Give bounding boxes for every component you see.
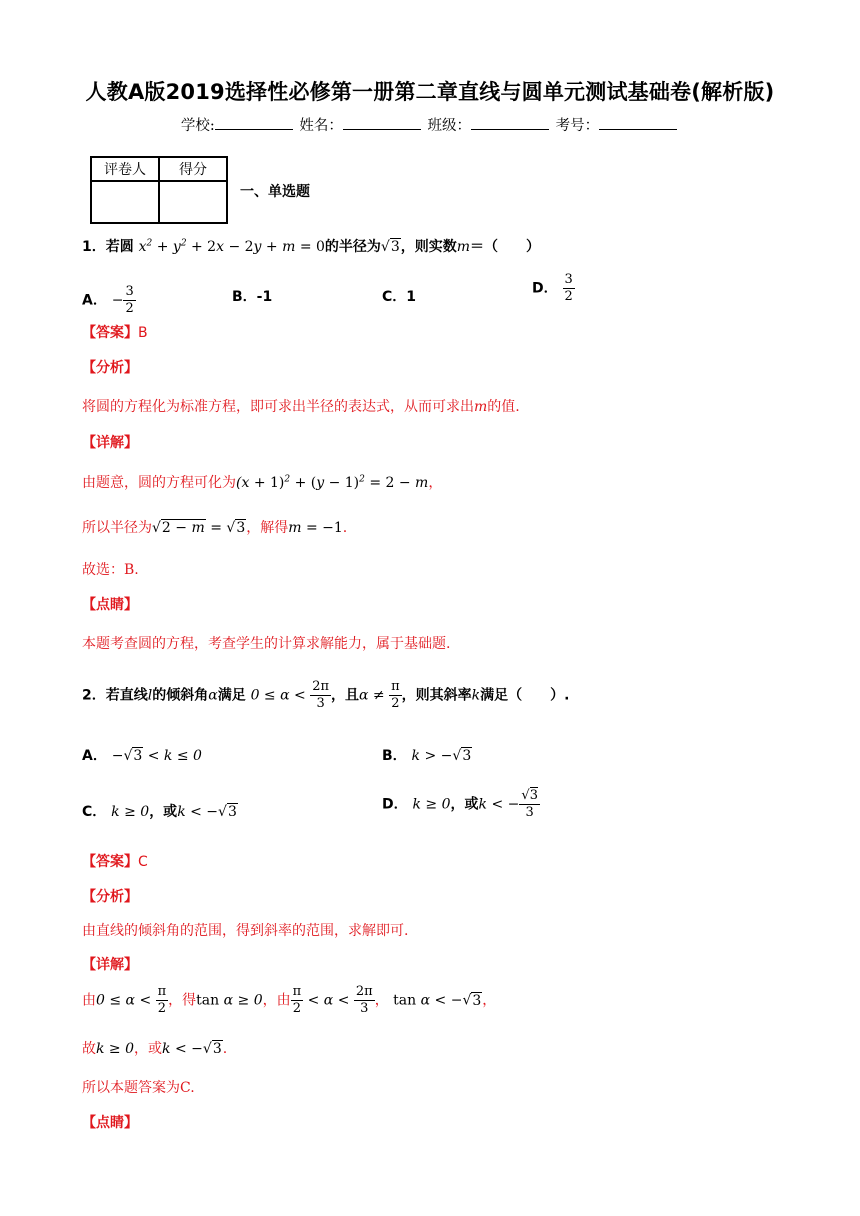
- detail-line-3: 所以本题答案为C.: [82, 1080, 195, 1096]
- analysis-tag: 【分析】: [82, 360, 138, 376]
- detail-tag: 【详解】: [82, 957, 138, 973]
- detail-line-2: 所以半径为√2 − m = √3，解得m = −1.: [82, 520, 348, 536]
- score-cell[interactable]: [159, 181, 227, 223]
- exam-no-label: 考号：: [555, 118, 600, 134]
- stem-text: ＝（ ）: [470, 239, 541, 255]
- radius-value: √3: [380, 239, 400, 255]
- stem-text: ，则实数: [400, 239, 457, 255]
- answer-line: 【答案】C: [82, 854, 148, 870]
- school-label: 学校:: [180, 118, 215, 134]
- option-c[interactable]: C．1: [382, 289, 417, 305]
- question-2-stem: 2．若直线l的倾斜角α满足 0 ≤ α < $\frac{2\pi}{3}$ ，且α ≠ $\frac{\pi}{2}$ ，则其斜率k满足（ ）.: [82, 679, 570, 711]
- section-title: 一、单选题: [240, 184, 310, 200]
- variable: m: [456, 239, 471, 255]
- stem-text: 若圆: [105, 239, 134, 255]
- option-a[interactable]: A． −√3 < k ≤ 0: [82, 748, 202, 764]
- score-header: 得分: [159, 157, 227, 181]
- question-1-stem: [82, 236, 540, 256]
- score-table: [90, 156, 228, 224]
- name-label: 姓名：: [299, 118, 343, 134]
- question-number: 1．: [82, 239, 106, 255]
- comment-text: 本题考查圆的方程，考查学生的计算求解能力，属于基础题.: [82, 636, 451, 652]
- answer-line: 【答案】B: [82, 325, 148, 341]
- detail-line-2: 故k ≥ 0，或k < −√3.: [82, 1041, 228, 1057]
- comment-tag: 【点睛】: [82, 1115, 138, 1131]
- option-d[interactable]: D． k ≥ 0，或k < − $\frac{√3}{3}$: [382, 788, 538, 820]
- grader-header: 评卷人: [91, 157, 159, 181]
- stem-text: 的半径为: [324, 239, 381, 255]
- detail-line-3: 故选：B.: [82, 562, 139, 578]
- detail-tag: 【详解】: [82, 435, 138, 451]
- class-field[interactable]: [471, 115, 549, 130]
- option-d[interactable]: D． $\frac{3}{2}$: [532, 272, 573, 304]
- detail-line-1: 由题意，圆的方程可化为$(x + 1)^2 + (y - 1)^2 = 2 - m$，: [82, 474, 443, 491]
- grader-cell[interactable]: [91, 181, 159, 223]
- name-field[interactable]: [343, 115, 421, 130]
- analysis-tag: 【分析】: [82, 889, 138, 905]
- school-field[interactable]: [215, 115, 293, 130]
- class-label: 班级：: [427, 118, 471, 134]
- detail-line-1: 由0 ≤ α < $\frac{\pi}{2}$ ，得tan α ≥ 0，由 $\frac{\pi}{2}$ < α < $\frac{2\pi}{3}$ ， tan α < −√3，: [82, 984, 497, 1016]
- comment-tag: 【点睛】: [82, 597, 138, 613]
- option-c[interactable]: C． k ≥ 0，或k < −√3: [82, 804, 237, 820]
- analysis-text: 将圆的方程化为标准方程，即可求出半径的表达式，从而可求出m的值.: [82, 399, 520, 415]
- option-b[interactable]: B． k > −√3: [382, 748, 472, 764]
- analysis-text: 由直线的倾斜角的范围，得到斜率的范围，求解即可.: [82, 923, 409, 939]
- option-b[interactable]: B．-1: [232, 289, 273, 305]
- student-info-line: [0, 114, 860, 135]
- page-title: 人教A版2019选择性必修第一册第二章直线与圆单元测试基础卷(解析版): [85, 80, 775, 104]
- option-a[interactable]: A． − $\frac{3}{2}$: [82, 284, 134, 316]
- exam-no-field[interactable]: [599, 115, 677, 130]
- equation: $x^2 + y^2 + 2x - 2y + m = 0$: [138, 238, 325, 255]
